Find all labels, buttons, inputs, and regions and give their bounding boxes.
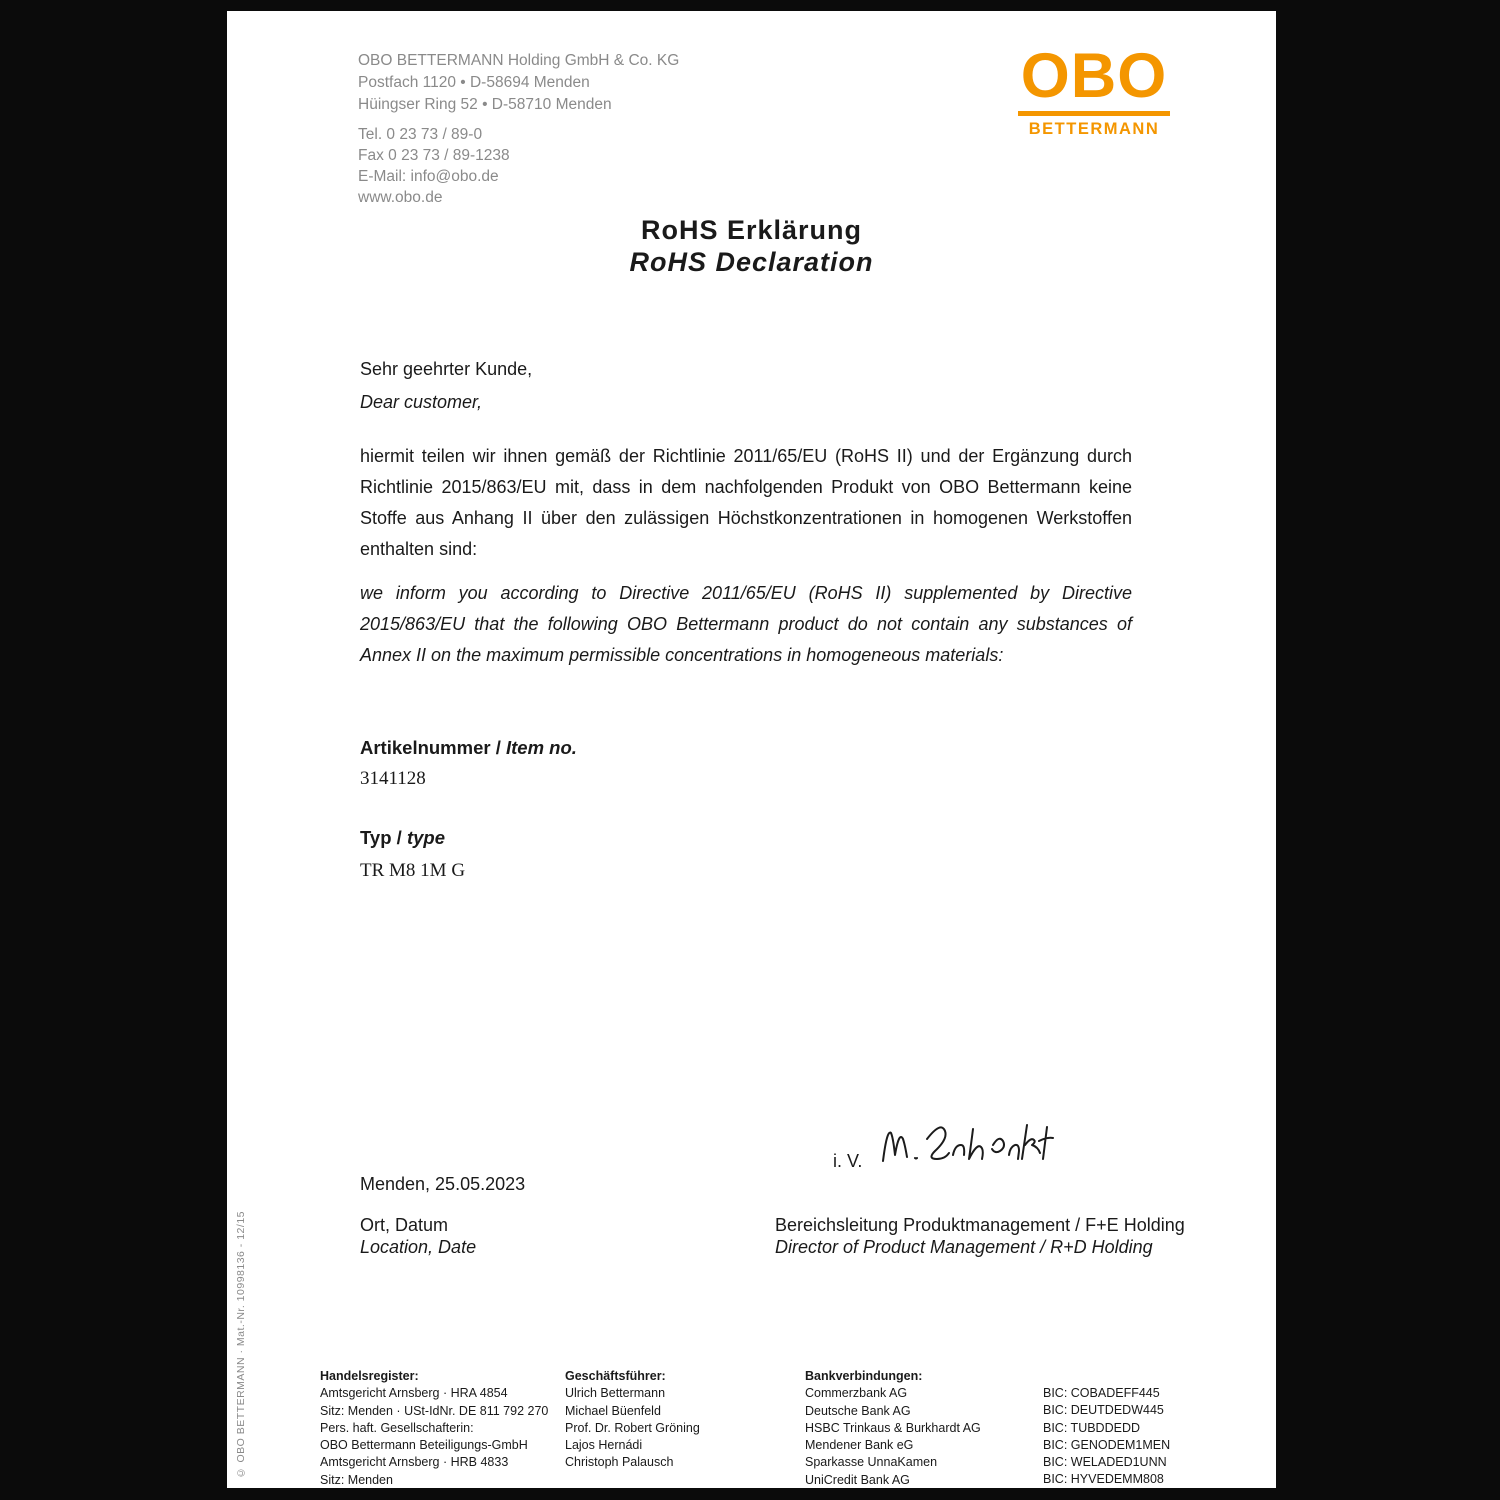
place-date-label-de: Ort, Datum <box>360 1215 449 1235</box>
company-street: Hüingser Ring 52 • D-58710 Menden <box>358 96 612 113</box>
footer-management-line: Christoph Palausch <box>565 1455 674 1470</box>
signature-image <box>875 1109 1065 1184</box>
footer-management-column <box>565 1368 700 1472</box>
footer-management-line: Ulrich Bettermann <box>565 1386 666 1401</box>
footer-banks-column <box>805 1368 981 1489</box>
fax-line: Fax 0 23 73 / 89-1238 <box>358 147 510 164</box>
salutation-de: Sehr geehrter Kunde, <box>360 359 533 379</box>
item-number-label <box>360 737 577 759</box>
footer-management-line: Lajos Hernádi <box>565 1438 643 1453</box>
footer-bank-line: Sparkasse UnnaKamen <box>805 1455 938 1470</box>
footer-register-column <box>320 1368 548 1489</box>
footer-register-line: Sitz: Menden <box>320 1472 393 1487</box>
footer-register-line: Amtsgericht Arnsberg · HRB 4833 <box>320 1455 509 1470</box>
company-name: OBO BETTERMANN Holding GmbH & Co. KG <box>358 52 680 69</box>
contact-block <box>358 124 510 208</box>
document-title-de: RoHS Erklärung <box>640 215 863 245</box>
item-number-label-de: Artikelnummer / <box>360 737 506 758</box>
website-line: www.obo.de <box>358 189 443 206</box>
footer-bic-line: BIC: COBADEFF445 <box>1043 1386 1160 1400</box>
type-value: TR M8 1M G <box>360 860 466 881</box>
document-title-en: RoHS Declaration <box>629 247 874 277</box>
iv-label: i. V. <box>833 1151 863 1171</box>
place-date-label-en: Location, Date <box>360 1237 477 1257</box>
type-label-de: Typ / <box>360 827 407 848</box>
logo-rule <box>1018 111 1170 116</box>
footer-management-line: Michael Büenfeld <box>565 1403 661 1418</box>
side-copyright-note: © OBO BETTERMANN · Mat.-Nr. 10998136 - 12/15 <box>235 1210 247 1478</box>
place-date: Menden, 25.05.2023 <box>360 1174 526 1194</box>
footer-register-title: Handelsregister: <box>320 1369 419 1383</box>
footer-bank-line: HSBC Trinkaus & Burkhardt AG <box>805 1420 981 1435</box>
type-label <box>360 827 445 849</box>
footer-management-line: Prof. Dr. Robert Gröning <box>565 1420 700 1435</box>
footer-bank-line: Commerzbank AG <box>805 1386 908 1401</box>
footer-bic-line: BIC: TUBDDEDD <box>1043 1420 1141 1435</box>
email-line: E-Mail: info@obo.de <box>358 168 499 185</box>
footer-bic-line: BIC: WELADED1UNN <box>1043 1455 1167 1470</box>
footer-bank-line: Mendener Bank eG <box>805 1438 914 1453</box>
footer-register-line: Sitz: Menden · USt-IdNr. DE 811 792 270 <box>320 1403 549 1418</box>
footer-register-line: OBO Bettermann Beteiligungs-GmbH <box>320 1438 528 1453</box>
footer-bic-line: BIC: GENODEM1MEN <box>1043 1437 1171 1452</box>
document-page <box>227 11 1276 1488</box>
footer-register-line: Amtsgericht Arnsberg · HRA 4854 <box>320 1386 508 1401</box>
footer-bic-line: BIC: HYVEDEMM808 <box>1043 1472 1164 1487</box>
footer-management-title: Geschäftsführer: <box>565 1369 666 1383</box>
footer-banks-title: Bankverbindungen: <box>805 1369 923 1383</box>
phone-line: Tel. 0 23 73 / 89-0 <box>358 126 483 143</box>
footer-bic-column <box>1043 1385 1170 1489</box>
item-number-value: 3141128 <box>360 768 426 789</box>
company-postbox: Postfach 1120 • D-58694 Menden <box>358 74 590 91</box>
obo-bettermann-logo <box>1018 41 1170 139</box>
logo-obo-text: OBO <box>1020 41 1168 111</box>
paragraph-en: we inform you according to Directive 2011/65/EU (RoHS II) supplemented by Directive 2015/863/EU that the following OBO Bettermann product do not contain any substances of Annex II on the maximum permissible concentrations in homogeneous materials: <box>360 583 1132 665</box>
footer-bank-line: Deutsche Bank AG <box>805 1403 911 1418</box>
handwritten-signature <box>875 1109 1065 1189</box>
item-number-label-en: Item no. <box>506 737 577 758</box>
footer-bank-line: UniCredit Bank AG <box>805 1472 910 1487</box>
logo-bettermann-text: BETTERMANN <box>1028 120 1160 138</box>
paragraph-de: hiermit teilen wir ihnen gemäß der Richtlinie 2011/65/EU (RoHS II) und der Ergänzung durch Richtlinie 2015/863/EU mit, dass in dem nachfolgenden Produkt von OBO Bettermann keine Stoffe aus Anhang II über den zulässigen Höchstkonzentrationen in homogenen Werkstoffen enthalten sind: <box>360 446 1132 559</box>
signer-role-de: Bereichsleitung Produktmanagement / F+E Holding <box>775 1215 1185 1235</box>
salutation-en: Dear customer, <box>360 392 483 412</box>
footer-bic-line: BIC: DEUTDEDW445 <box>1043 1403 1164 1418</box>
signer-role-en: Director of Product Management / R+D Holding <box>775 1237 1153 1257</box>
type-label-en: type <box>406 827 445 848</box>
sender-address-block <box>358 50 679 116</box>
footer-register-line: Pers. haft. Gesellschafterin: <box>320 1420 474 1435</box>
